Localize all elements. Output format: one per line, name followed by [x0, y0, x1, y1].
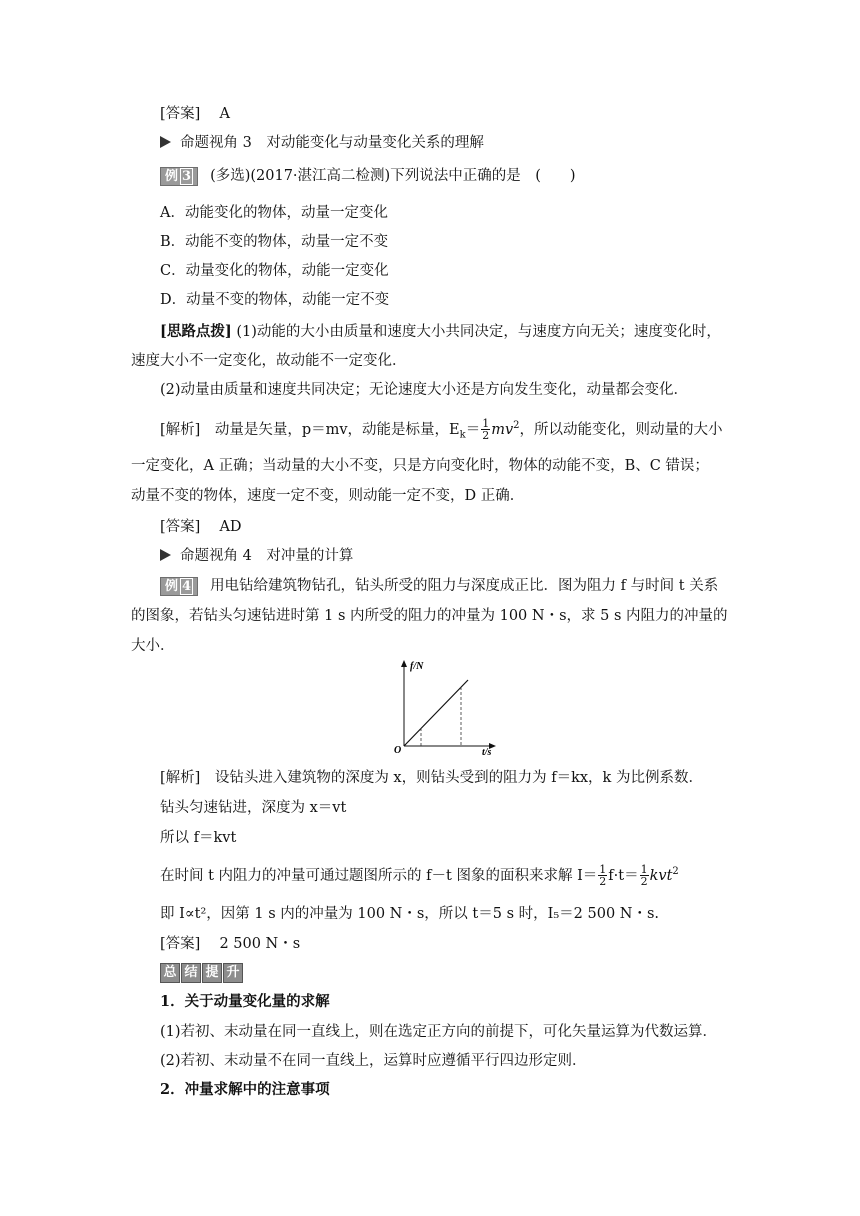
- analysis-3-line-1: [解析] 动量是矢量，p＝mv，动能是标量，$E_k=$ $\frac{1}{2}$ $mv^2$，所以动能变化，则动量的大小: [160, 417, 723, 443]
- fraction-one-half: $\frac{1}{2}$: [482, 417, 490, 443]
- summary-heading-2: 2．冲量求解中的注意事项: [160, 1081, 330, 1098]
- answer-label: [答案]: [160, 106, 201, 122]
- summary-heading-1: 1．关于动量变化量的求解: [160, 993, 330, 1010]
- perspective-3-heading: [160, 133, 484, 153]
- summary-title: 总 结 提 升: [160, 962, 244, 983]
- answer-4: [160, 934, 300, 954]
- analysis-4-line-2: 钻头匀速钻进，深度为 x＝vt: [160, 800, 347, 816]
- perspective-4-text: 命题视角 4 对冲量的计算: [180, 548, 354, 564]
- analysis-4-line-5: 即 I∝t²，因第 1 s 内的冲量为 100 N・s，所以 t＝5 s 时，I₅＝2 500 N・s.: [160, 906, 660, 922]
- example-3-stem-text: (多选)(2017·湛江高二检测)下列说法中正确的是 ( ): [210, 168, 576, 184]
- y-axis-label: f/N: [410, 661, 424, 672]
- analysis-4-line-4: 在时间 t 内阻力的冲量可通过题图所示的 f－t 图象的面积来求解 I＝ $\frac{1}{2}$ f·t＝ $\frac{1}{2}$ kvt$^2$: [160, 863, 679, 889]
- play-triangle-icon: [160, 549, 171, 561]
- answer-3: [160, 517, 242, 537]
- force-line: [404, 680, 468, 746]
- answer-1: [160, 104, 230, 124]
- play-triangle-icon: [160, 136, 171, 148]
- answer-label: [答案]: [160, 519, 201, 535]
- analysis-4-line-1: [解析] 设钻头进入建筑物的深度为 x，则钻头受到的阻力为 f＝kx，k 为比例系数．: [160, 770, 703, 786]
- option-a: A．动能变化的物体，动量一定变化: [160, 205, 388, 221]
- answer-label: [答案]: [160, 936, 201, 952]
- answer-value: 2 500 N・s: [219, 936, 301, 952]
- option-b: B．动能不变的物体，动量一定不变: [160, 234, 389, 250]
- example-3-tag: 例 3: [160, 167, 198, 186]
- perspective-4-heading: [160, 546, 353, 566]
- fraction-one-half: $\frac{1}{2}$: [599, 863, 607, 889]
- analysis-label: [解析]: [160, 421, 201, 438]
- analysis-label: [解析]: [160, 770, 201, 786]
- fraction-one-half: $\frac{1}{2}$: [640, 863, 648, 889]
- example-4-stem-line-1: 例 4 用电钻给建筑物钻孔，钻头所受的阻力与深度成正比．图为阻力 f 与时间 t 关系: [160, 576, 718, 596]
- example-4-stem-line-3: 大小．: [131, 638, 175, 654]
- example-3-stem: [160, 166, 576, 186]
- answer-value: AD: [219, 519, 242, 535]
- summary-point-2: (2)若初、末动量不在同一直线上，运算时应遵循平行四边形定则．: [160, 1053, 587, 1069]
- origin-label: O: [394, 745, 402, 756]
- example-4-tag: 例 4: [160, 577, 198, 596]
- force-time-graph: [388, 656, 508, 756]
- y-axis-arrow: [401, 660, 407, 667]
- perspective-3-text: 命题视角 3 对动能变化与动量变化关系的理解: [180, 135, 484, 151]
- hint-line-1: [思路点拨] (1)动能的大小由质量和速度大小共同决定，与速度方向无关；速度变化时，: [160, 323, 721, 340]
- x-axis-label: t/s: [482, 747, 492, 756]
- option-d: D．动量不变的物体，动能一定不变: [160, 292, 390, 308]
- hint-line-3: (2)动量由质量和速度共同决定；无论速度大小还是方向发生变化，动量都会变化．: [160, 382, 689, 398]
- hint-line-2: 速度大小不一定变化，故动能不一定变化．: [131, 353, 407, 369]
- analysis-3-line-3: 动量不变的物体，速度一定不变，则动能一定不变，D 正确．: [131, 488, 525, 504]
- hint-label: [思路点拨]: [160, 323, 232, 340]
- answer-value: A: [219, 106, 230, 122]
- analysis-4-line-3: 所以 f＝kvt: [160, 830, 237, 846]
- analysis-3-line-2: 一定变化，A 正确；当动量的大小不变，只是方向变化时，物体的动能不变，B、C 错误；: [131, 458, 709, 474]
- summary-point-1: (1)若初、末动量在同一直线上，则在选定正方向的前提下，可化矢量运算为代数运算．: [160, 1024, 718, 1040]
- example-4-stem-line-2: 的图象，若钻头匀速钻进时第 1 s 内所受的阻力的冲量为 100 N・s，求 5 s 内阻力的冲量的: [131, 608, 728, 624]
- option-c: C．动量变化的物体，动能一定变化: [160, 263, 389, 279]
